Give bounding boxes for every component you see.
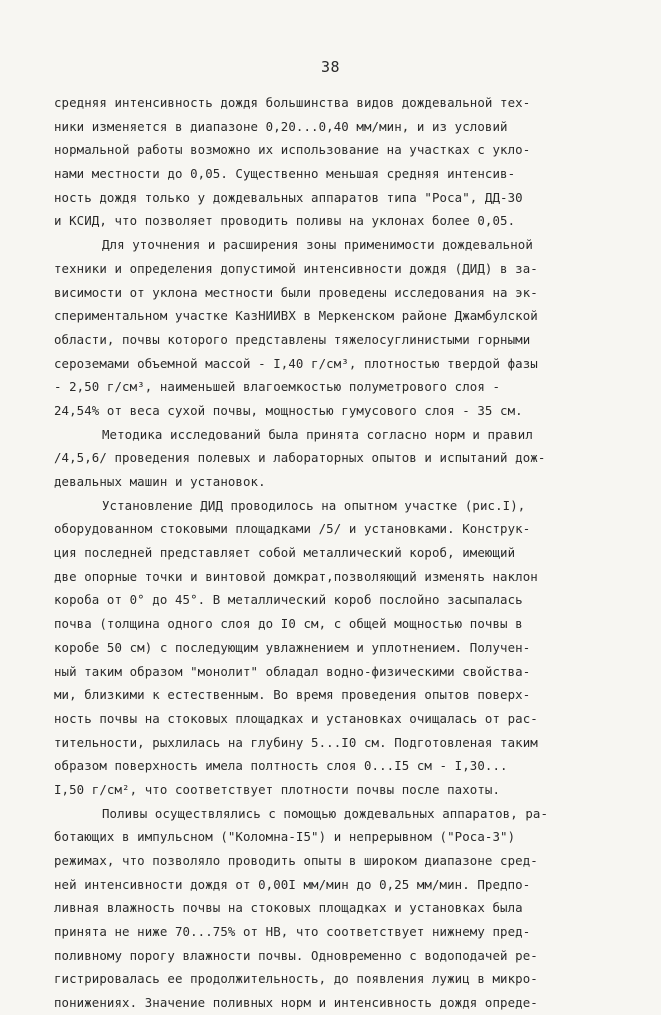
text-line: девальных машин и установок. xyxy=(54,474,266,489)
text-line: почва (толщина одного слоя до I0 см, с общей мощностью почвы в xyxy=(54,616,523,632)
text-line: образом поверхность имела полтность слоя 0...I5 см - I,30... xyxy=(54,758,508,774)
paragraph-first-line: Методика исследований была принята согласно норм и правил xyxy=(102,426,533,442)
text-line: оборудованном стоковыми площадками /5/ и установками. Конструк- xyxy=(54,521,531,537)
text-line: техники и определения допустимой интенсивности дождя (ДИД) в за- xyxy=(54,260,538,276)
text-line: тительности, рыхлилась на глубину 5...I0 см. Подготовленая таким xyxy=(54,734,538,750)
text-line: - 2,50 г/см³, наименьшей влагоемкостью полуметрового слоя - xyxy=(54,379,501,395)
text-line: ность почвы на стоковых площадках и установках очищалась от рас- xyxy=(54,710,538,726)
text-line: ный таким образом "монолит" обладал водно-физическими свойства- xyxy=(54,663,531,679)
text-line: /4,5,6/ проведения полевых и лабораторных опытов и испытаний дож- xyxy=(54,450,546,466)
text-line: ность дождя только у дождевальных аппаратов типа "Роса", ДД-30 xyxy=(54,189,523,205)
text-line: сероземами объемной массой - I,40 г/см³, плотностью твердой фазы xyxy=(54,355,538,371)
paragraph-first-line: Поливы осуществлялись с помощью дождевальных аппаратов, ра- xyxy=(102,805,549,821)
text-line: две опорные точки и винтовой домкрат,позволяющий изменять наклон xyxy=(54,568,538,584)
text-line: нормальной работы возможно их использование на участках с укло- xyxy=(54,142,531,158)
page-number: 38 xyxy=(320,58,341,76)
text-line: коробе 50 см) с последующим увлажнением и уплотнением. Получен- xyxy=(54,639,531,655)
text-line: и КСИД, что позволяет проводить поливы на уклонах более 0,05. xyxy=(54,213,516,229)
text-line: поливному порогу влажности почвы. Одновременно с водоподачей ре- xyxy=(54,947,538,963)
text-line: понижениях. Значение поливных норм и интенсивность дождя опреде- xyxy=(54,995,538,1011)
body-text xyxy=(54,91,634,1015)
text-line: висимости от уклона местности были проведены исследования на эк- xyxy=(54,284,538,300)
text-line: ники изменяется в диапазоне 0,20...0,40 мм/мин, и из условий xyxy=(54,118,508,134)
paragraph-first-line: Для уточнения и расширения зоны применимости дождевальной xyxy=(102,237,533,253)
text-line: нами местности до 0,05. Существенно меньшая средняя интенсив- xyxy=(54,166,516,182)
text-line: области, почвы которого представлены тяжелосуглинистыми горными xyxy=(54,331,531,347)
text-line: гистрировалась ее продолжительность, до появления лужиц в микро- xyxy=(54,971,538,987)
text-line: 24,54% от веса сухой почвы, мощностью гумусового слоя - 35 см. xyxy=(54,402,523,418)
text-line: ция последней представляет собой металлический короб, имеющий xyxy=(54,545,516,561)
text-line: короба от 0° до 45°. В металлический короб послойно засыпалась xyxy=(54,592,523,608)
text-line: ботающих в импульсном ("Коломна-I5") и непрерывном ("Роса-3") xyxy=(54,829,516,845)
text-line: спериментальном участке КазНИИВХ в Меркенском районе Джамбулской xyxy=(54,308,538,324)
text-line: принята не ниже 70...75% от НВ, что соответствует нижнему пред- xyxy=(54,924,531,940)
text-line: ливная влажность почвы на стоковых площадках и установках была xyxy=(54,900,523,916)
text-line: I,50 г/см², что соответствует плотности почвы после пахоты. xyxy=(54,781,501,797)
text-line: режимах, что позволяло проводить опыты в широком диапазоне сред- xyxy=(54,853,538,868)
text-line: средняя интенсивность дождя большинства видов дождевальной тех- xyxy=(54,95,531,110)
paragraph-first-line: Установление ДИД проводилось на опытном участке (рис.I), xyxy=(102,497,526,513)
text-line: ней интенсивности дождя от 0,00I мм/мин до 0,25 мм/мин. Предпо- xyxy=(54,876,531,892)
text-line: ми, близкими к естественным. Во время проведения опытов поверх- xyxy=(54,687,531,703)
